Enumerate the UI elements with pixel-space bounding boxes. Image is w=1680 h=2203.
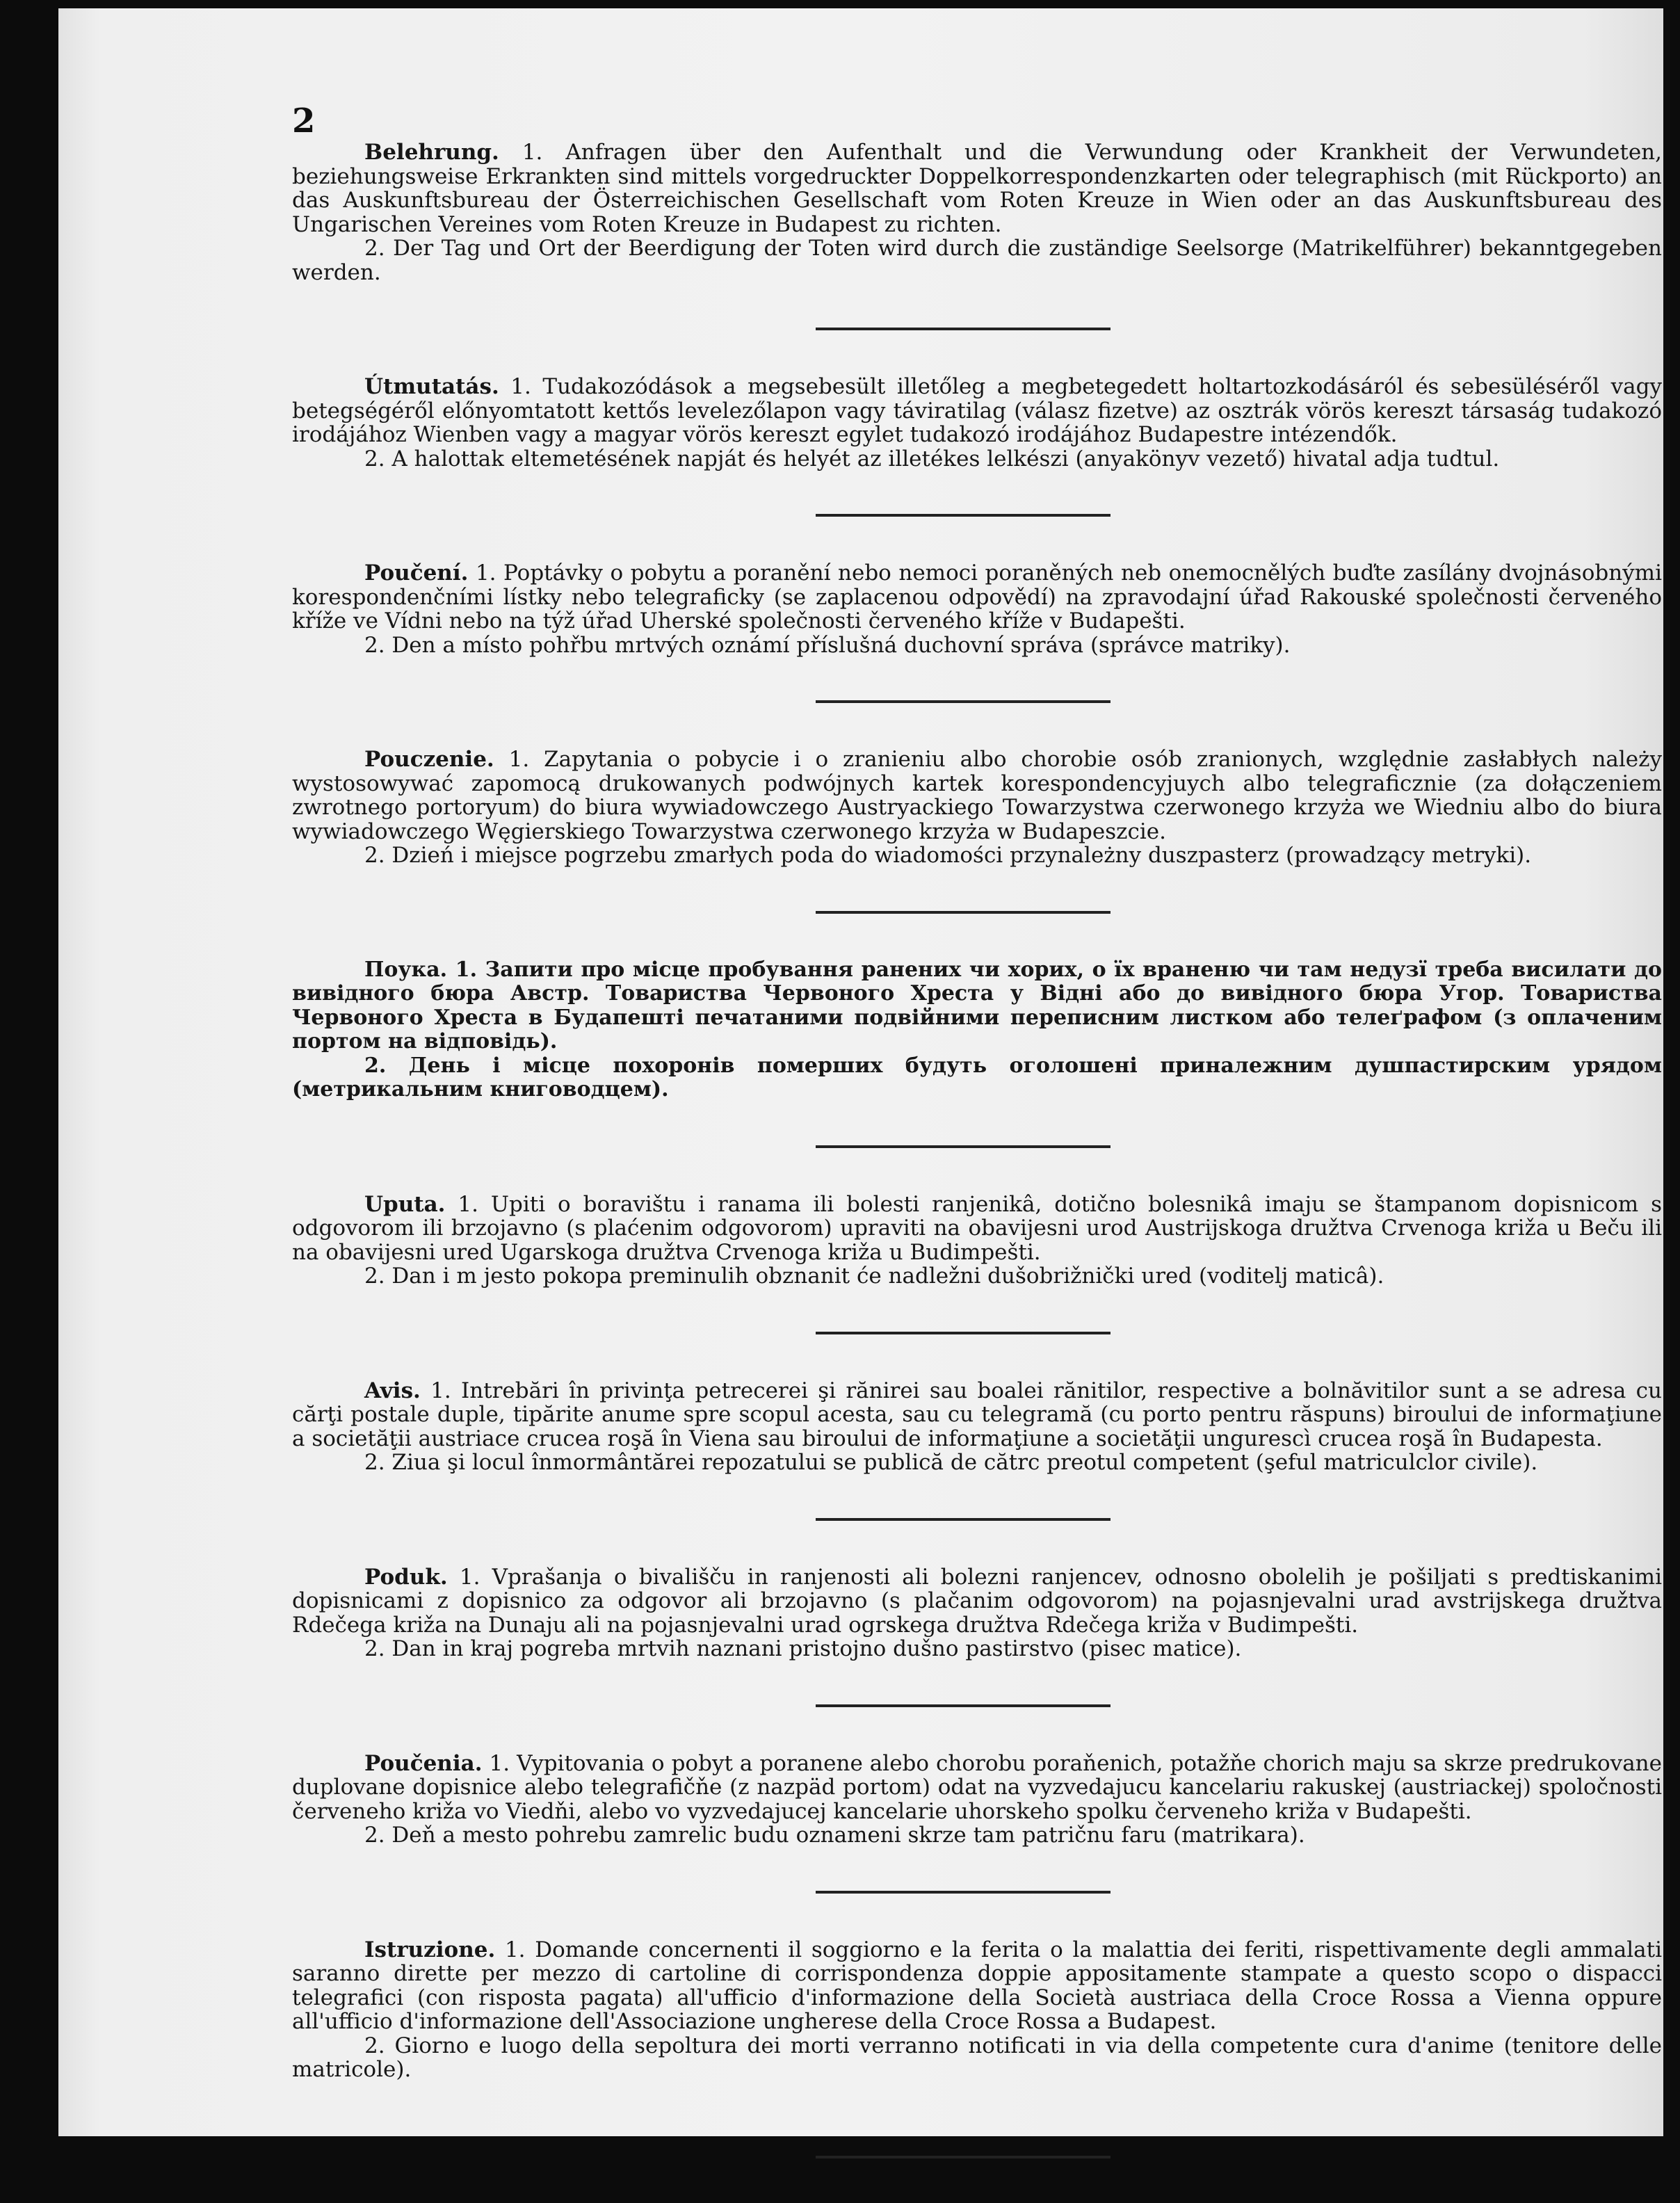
section-heading: Poduk. [364, 1564, 448, 1590]
paragraph [292, 140, 1662, 236]
section-heading: Avis. [364, 1378, 421, 1403]
paragraph: 2. День і місце похоронів померших будуть оголошені приналежним душпастирским урядом (метрикальним книговодцем). [292, 1053, 1662, 1102]
separator-rule [816, 1891, 1110, 1894]
paragraph-text: 1. Zapytania o pobycie i o zranieniu albo chorobie osób zranionych, względnie zasłabłych należy wystosowywać zapomocą drukowanych podwójnych kartek korespondencyjuych albo telegraficznie (za dołączeniem zwrotnego portoryum) do biura wywiadowczego Austryackiego Towarzystwa czerwonego krzyża we Wiedniu albo do biura wywiadowczego Węgierskiego Towarzystwa czerwonego krzyża w Budapeszcie. [292, 747, 1662, 844]
paragraph [292, 375, 1662, 447]
separator-rule [816, 1518, 1110, 1521]
paragraph-text: 1. Запити про місце пробування ранених чи хорих, о їх враненю чи там недузї треба висилати до вивідного бюра Австр. Товариства Червоного Хреста у Відні або до вивідного бюра Угор. Товариства Червоного Хреста в Будапешті печатаними подвійними переписним листком або телеґрафом (з оплаченим портом на відповідь). [292, 957, 1662, 1054]
section-polish [292, 748, 1662, 868]
separator-rule [816, 700, 1110, 703]
section-czech [292, 561, 1662, 657]
paragraph [292, 1193, 1662, 1265]
paragraph [292, 748, 1662, 844]
paragraph-text: 1. Poptávky o pobytu a poranění nebo nemoci poraněných neb onemocnělých buďte zasílány dvojnásobnými korespondenčními lístky nebo telegraficky (se zaplacenou odpovědí) na zpravodajní úřad Rakouské společnosti červeného kříže ve Vídni nebo na týž úřad Uherské společnosti červeného kříže v Budapešti. [292, 560, 1662, 634]
paragraph: 2. Ziua şi locul înmormântărei repozatului se publică de cătrc preotul competent (şeful matriculclor civile). [364, 1450, 1538, 1475]
separator-rule [816, 514, 1110, 517]
paragraph-text: 1. Upiti o boravištu i ranama ili bolesti ranjenikâ, dotično bolesnikâ imaju se štampanom dopisnicom s odgovorom ili brzojavno (s plaćenim odgovorom) upraviti na obavijesni urod Austrijskoga družtva Crvenoga križa u Beču ili na obavijesni ured Ugarskoga družtva Crvenoga križa u Budimpešti. [292, 1191, 1662, 1265]
paragraph-text: 1. Vprašanja o bivališču in ranjenosti ali bolezni ranjencev, odnosno obolelih je pošiljati s predtiskanimi dopisnicami z dopisnico za odgovor ali brzojavno (s plačanim odgovorom) na pojasnjevalni urad avstrijskega družtva Rdečega križa na Dunaju ali na pojasnjevalni urad ogrskega družtva Rdečega križa v Budimpešti. [292, 1564, 1662, 1638]
paragraph [292, 561, 1662, 634]
paragraph [292, 1565, 1662, 1638]
section-hungarian [292, 375, 1662, 471]
paragraph: 2. Giorno e luogo della sepoltura dei morti verranno notificati in via della competente cura d'anime (tenitore delle matricole). [292, 2033, 1662, 2082]
paragraph: 2. Der Tag und Ort der Beerdigung der Toten wird durch die zuständige Seelsorge (Matrikelführer) bekanntgegeben werden. [292, 236, 1662, 285]
document-body [292, 140, 1662, 2203]
paragraph [292, 1379, 1662, 1451]
paragraph-text: 1. Intrebări în privinţa petrecerei şi rănirei sau boalei rănitilor, respective a bolnăvitilor sunt a se adresa cu cărţi postale duple, tipărite anume spre scopul acesta, sau cu telegramă (cu porto pentru răspuns) biroului de informaţiune a societăţii austriace crucea roşă în Viena sau biroului de informaţiune a societăţii ungurescì crucea roşă în Budapesta. [292, 1378, 1662, 1451]
paragraph-text: 1. Vypitovania o pobyt a poranene alebo chorobu poraňenich, potažňe chorich maju sa skrze predrukovane duplovane dopisnice alebo telegrafičňe (z nazpäd portom) odat na vyzvedajucu kancelariu rakuskej (austriackej) spoločnosti červeneho križa vo Viedňi, alebo vo vyzvedajucej kancelarie uhorskeho spolku červeneho križa v Budapešti. [292, 1750, 1662, 1824]
paragraph-text: 1. Tudakozódások a megsebesült illetőleg a megbetegedett holtartozkodásáról és sebesüléséről vagy betegségéről előnyomtatott kettős levelezőlapon vagy táviratilag (válasz fizetve) az osztrák vörös kereszt társaság tudakozó irodájához Wienben vagy a magyar vörös kereszt egylet tudakozó irodájához Budapestre intézendők. [292, 374, 1662, 447]
section-italian [292, 1938, 1662, 2082]
paragraph: 2. A halottak eltemetésének napját és helyét az illetékes lelkészi (anyakönyv vezető) hivatal adja tudtul. [364, 446, 1500, 471]
separator-rule [816, 1332, 1110, 1334]
separator-rule [816, 911, 1110, 914]
section-ruthenian [292, 958, 1662, 1102]
paragraph [292, 1752, 1662, 1824]
separator-rule [816, 2156, 1110, 2158]
paragraph-text: 1. Anfragen über den Aufenthalt und die Verwundung oder Krankheit der Verwundeten, beziehungsweise Erkrankten sind mittels vorgedruckter Doppelkorrespondenzkarten oder telegraphisch (mit Rückporto) an das Auskunftsbureau der Österreichischen Gesellschaft vom Roten Kreuze in Wien oder an das Auskunftsbureau des Ungarischen Vereines vom Roten Kreuze in Budapest zu richten. [292, 140, 1662, 237]
paragraph: 2. Dan in kraj pogreba mrtvih naznani pristojno dušno pastirstvo (pisec matice). [364, 1636, 1242, 1661]
paragraph: 2. Deň a mesto pohrebu zamrelic budu oznameni skrze tam patričnu faru (matrikara). [364, 1823, 1305, 1848]
section-slovene [292, 1565, 1662, 1661]
section-heading: Poučení. [364, 560, 469, 586]
section-heading: Útmutatás. [364, 374, 499, 399]
section-croatian [292, 1193, 1662, 1289]
separator-rule [816, 1145, 1110, 1148]
paragraph: 2. Dzień i miejsce pogrzebu zmarłych poda do wiadomości przynależny duszpasterz (prowadzący metryki). [364, 843, 1532, 868]
section-heading: Poučenia. [364, 1750, 483, 1776]
section-heading: Поука. [364, 957, 448, 982]
document-page [58, 8, 1663, 2136]
section-heading: Belehrung. [364, 140, 499, 165]
paragraph [292, 958, 1662, 1054]
paragraph: 2. Dan i m jesto pokopa preminulih obznanit će nadležni dušobrižnički ured (voditelj maticâ). [364, 1264, 1384, 1289]
paragraph-text: 1. Domande concernenti il soggiorno e la ferita o la malattia dei feriti, rispettivamente degli ammalati saranno dirette per mezzo di cartoline di corrispondenza doppie appositamente stampate a questo scopo o dispacci telegrafici (con risposta pagata) all'ufficio d'informazione della Società austriaca della Croce Rossa a Vienna oppure all'ufficio d'informazione dell'Associazione ungherese della Croce Rossa a Budapest. [292, 1937, 1662, 2034]
separator-rule [816, 328, 1110, 330]
paragraph [292, 1938, 1662, 2034]
paragraph: 2. Den a místo pohřbu mrtvých oznámí příslušná duchovní správa (správce matriky). [364, 632, 1291, 658]
section-slovak [292, 1752, 1662, 1848]
separator-rule [816, 1704, 1110, 1707]
section-heading: Pouczenie. [364, 747, 494, 772]
section-heading: Istruzione. [364, 1937, 496, 1962]
section-heading: Uputa. [364, 1191, 446, 1217]
section-german [292, 140, 1662, 284]
section-romanian [292, 1379, 1662, 1475]
page-number: 2 [292, 102, 316, 140]
